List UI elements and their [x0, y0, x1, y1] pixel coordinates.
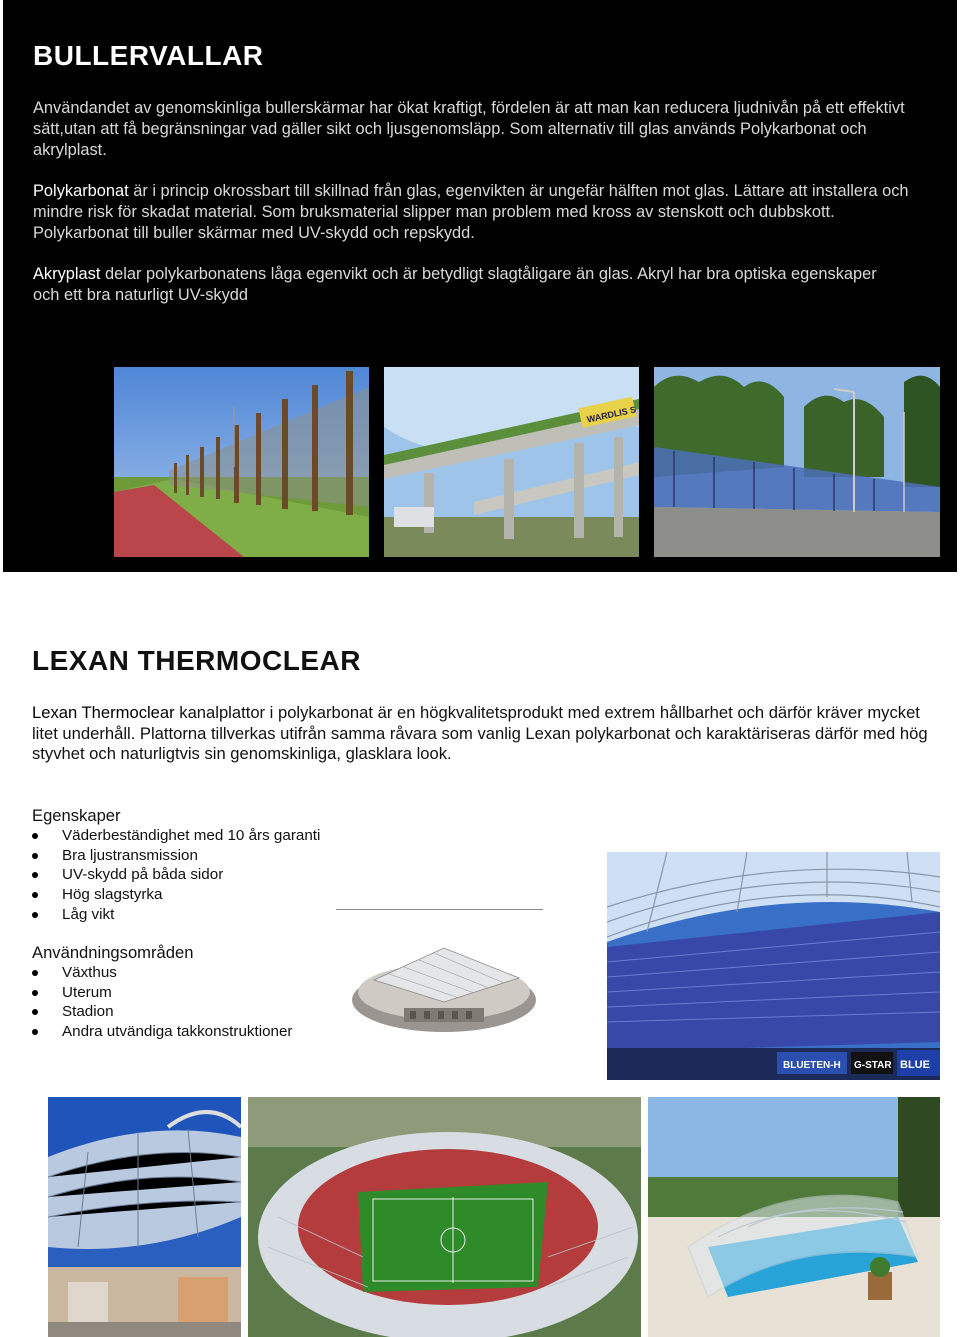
stadium-ad-bluetenh: BLUETEN-H: [783, 1060, 841, 1071]
list-item: Låg vikt: [0, 905, 400, 925]
list-item: Växthus: [0, 963, 400, 983]
photo-pool-enclosure: [648, 1097, 940, 1337]
acrylic-paragraph: [33, 264, 893, 306]
list-item: Stadion: [0, 1002, 400, 1022]
list-item: Väderbeständighet med 10 års garanti: [0, 826, 400, 846]
polycarbonate-description: är i princip okrossbart till skillnad från glas, egenvikten är ungefär hälften mot glas. Lättare att installera och mindre risk för skadat material. Som bruksmaterial slipper man problem med kross av stenskott och dubbskott. Polykarbonat till buller skärmar med UV-skydd och repskydd.: [33, 182, 909, 242]
section-title-lexan: LEXAN THERMOCLEAR: [32, 645, 361, 676]
section-title-bullervallar: BULLERVALLAR: [33, 40, 264, 71]
photo-canopy-structure: [48, 1097, 241, 1337]
bridge-banner-text: WARDLIS S: [585, 404, 637, 425]
list-item: Hög slagstyrka: [0, 885, 400, 905]
photo-wooden-noise-barrier: [114, 367, 369, 557]
intro-paragraph: Användandet av genomskinliga bullerskärmar har ökat kraftigt, fördelen är att man kan reducera ljudnivån på ett effektivt sätt,utan att få begränsningar vad gäller sikt och ljusgenomsläpp. Som alternativ till glas används Polykarbonat och akrylplast.: [33, 99, 905, 159]
illustration-stadium-model: [344, 930, 542, 1038]
photo-highway-overpass: [384, 367, 639, 557]
uses-heading: Användningsområden: [32, 943, 194, 962]
stadium-ad-blue: BLUE: [900, 1059, 930, 1071]
polycarbonate-term: Polykarbonat: [33, 182, 129, 200]
lexan-description: kanalplattor i polykarbonat är en högkvalitetsprodukt med extrem hållbarhet och därför kräver mycket litet underhåll. Plattorna tillverkas utifrån samma råvara som vanlig Lexan polykarbonat och karaktäriseras därför med hög styvhet och naturligtvis sin genomskinliga, glasklara look.: [32, 703, 928, 764]
photo-stadium-aerial: [248, 1097, 641, 1337]
acrylic-description: delar polykarbonatens låga egenvikt och är betydligt slagtåligare än glas. Akryl har bra optiska egenskaper och ett bra naturligt UV-skydd: [33, 265, 877, 304]
list-item: Andra utvändiga takkonstruktioner: [0, 1022, 400, 1042]
polycarbonate-paragraph: [33, 181, 933, 243]
lexan-intro-paragraph: [32, 703, 932, 765]
uses-list: [0, 963, 400, 1042]
photo-stadium-interior: [607, 852, 940, 1080]
list-item: Uterum: [0, 983, 400, 1003]
list-item: UV-skydd på båda sidor: [0, 865, 400, 885]
divider-line: [336, 909, 543, 910]
stadium-ad-gstar: G-STAR: [854, 1060, 892, 1071]
photo-transparent-road-barrier: [654, 367, 940, 557]
acrylic-term: Akryplast: [33, 265, 101, 283]
properties-heading: Egenskaper: [32, 806, 121, 825]
list-item: Bra ljustransmission: [0, 846, 400, 866]
lexan-term: Lexan Thermoclear: [32, 703, 175, 722]
